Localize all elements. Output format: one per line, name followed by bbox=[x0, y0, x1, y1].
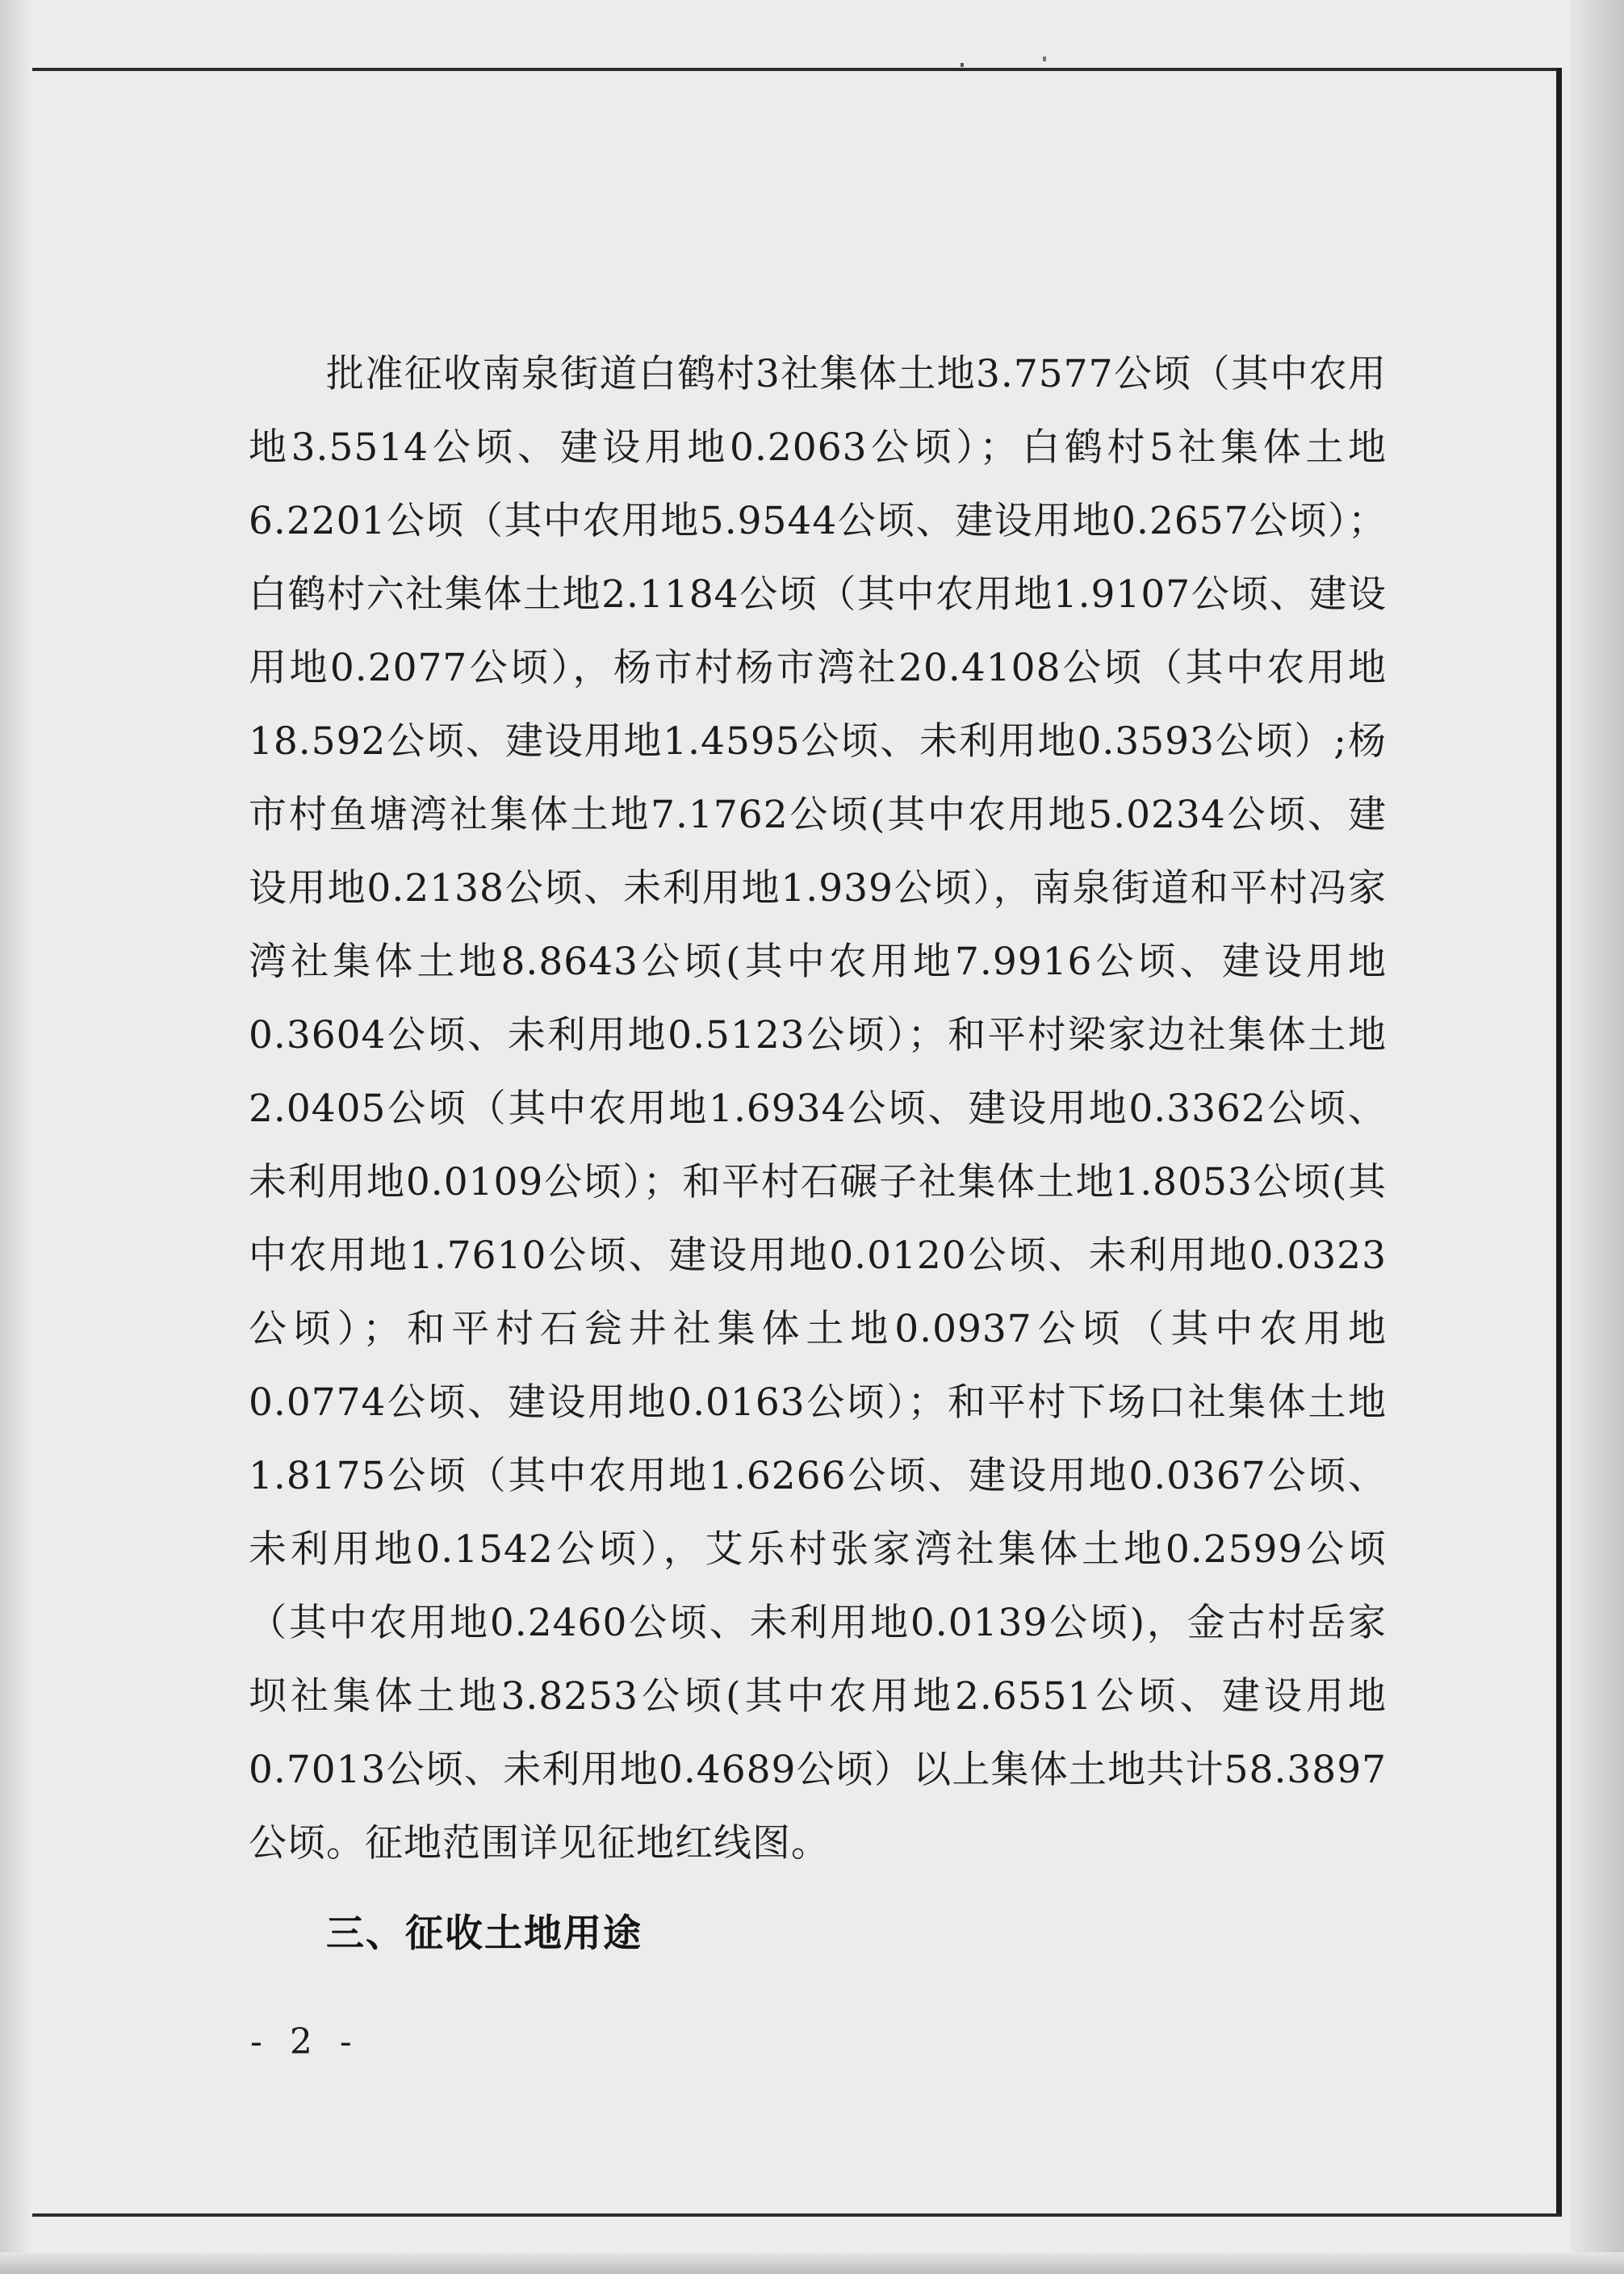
scan-speck bbox=[961, 63, 964, 67]
scan-speck bbox=[1043, 57, 1046, 61]
scan-shadow-bottom bbox=[0, 2252, 1624, 2274]
scan-frame-top-line bbox=[32, 68, 1561, 71]
scan-shadow-left bbox=[0, 0, 32, 2274]
section-heading: 三、征收土地用途 bbox=[326, 1912, 642, 1956]
scan-frame-right-line bbox=[1556, 68, 1562, 2217]
page-number: - 2 - bbox=[250, 2021, 360, 2063]
body-paragraph: 批准征收南泉街道白鹤村3社集体土地3.7577公顷（其中农用地3.5514公顷、建设用地0.2063公顷）；白鹤村5社集体土地6.2201公顷（其中农用地5.9544公顷、建设用地0.2657公顷）；白鹤村六社集体土地2.1184公顷（其中农用地1.9107公顷、建设用地0.2077公顷），杨市村杨市湾社20.4108公顷（其中农用地18.592公顷、建设用地1.4595公顷、未利用地0.3593公顷）;杨市村鱼塘湾社集体土地7.1762公顷(其中农用地5.0234公顷、建设用地0.2138公顷、未利用地1.939公顷），南泉街道和平村冯家湾社集体土地8.8643公顷(其中农用地7.9916公顷、建设用地0.3604公顷、未利用地0.5123公顷）；和平村梁家边社集体土地2.0405公顷（其中农用地1.6934公顷、建设用地0.3362公顷、未利用地0.0109公顷）；和平村石碾子社集体土地1.8053公顷(其中农用地1.7610公顷、建设用地0.0120公顷、未利用地0.0323公顷）；和平村石瓮井社集体土地0.0937公顷（其中农用地0.0774公顷、建设用地0.0163公顷）；和平村下场口社集体土地1.8175公顷（其中农用地1.6266公顷、建设用地0.0367公顷、未利用地0.1542公顷），艾乐村张家湾社集体土地0.2599公顷（其中农用地0.2460公顷、未利用地0.0139公顷)，金古村岳家坝社集体土地3.8253公顷(其中农用地2.6551公顷、建设用地0.7013公顷、未利用地0.4689公顷）以上集体土地共计58.3897公顷。征地范围详见征地红线图。 bbox=[249, 352, 1387, 1866]
scan-shadow-right bbox=[1571, 0, 1624, 2274]
scan-frame-bottom-line bbox=[32, 2213, 1561, 2217]
